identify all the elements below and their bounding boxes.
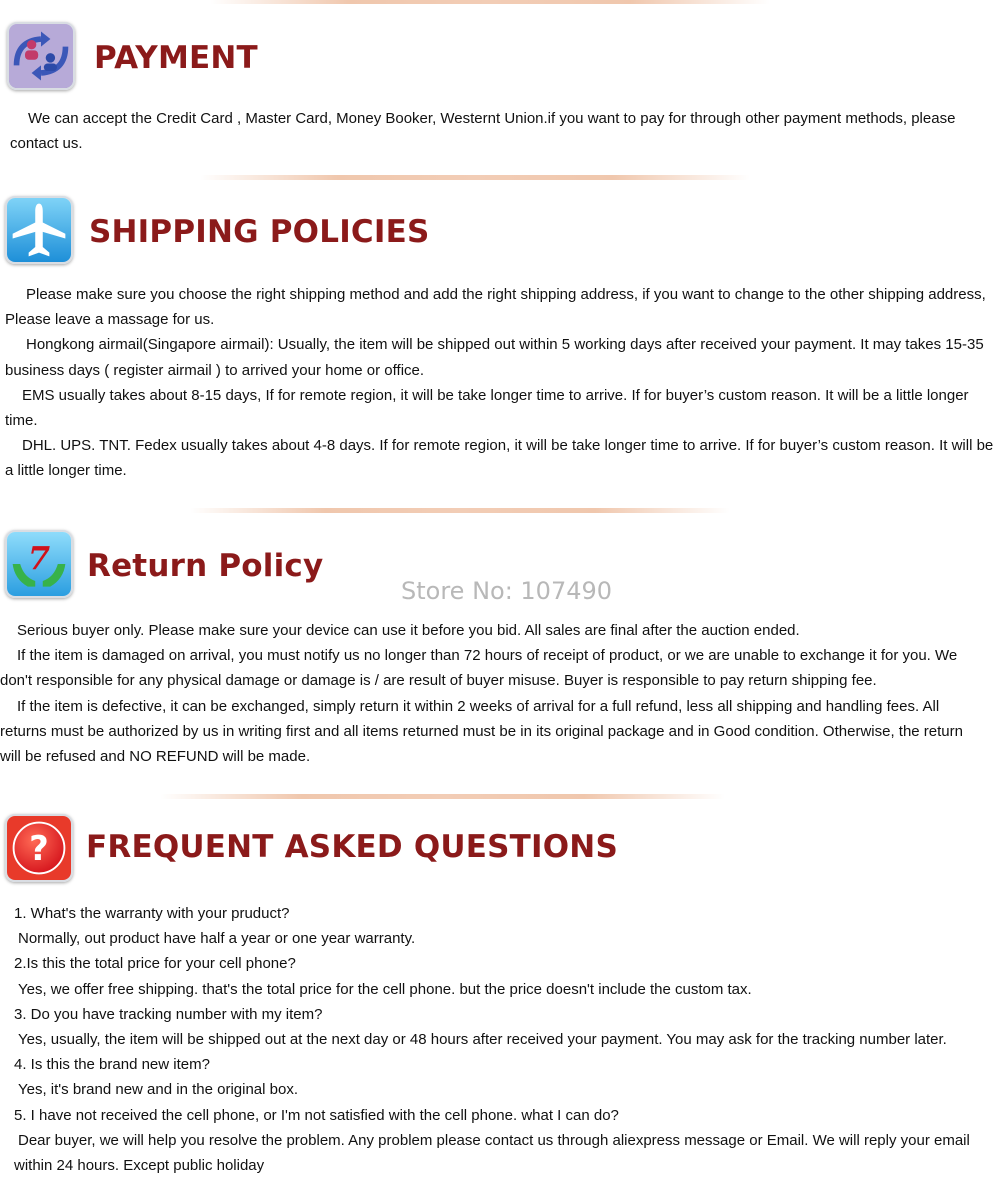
payment-title: PAYMENT — [94, 40, 258, 76]
faq-text — [14, 901, 994, 1178]
section-divider-shipping — [190, 508, 730, 513]
faq-question-2: 2.Is this the total price for your cell phone? — [14, 955, 296, 973]
return-paragraph-3: If the item is defective, it can be exchanged, simply return it within 2 weeks of arrival for a full refund, less all shipping and handling fees. All returns must be authorized by us in writing first and all items returned must be in its original package and in Good condition. Otherwise, the return will be refused and NO REFUND will be made. — [0, 697, 963, 766]
faq-question-3: 3. Do you have tracking number with my item? — [14, 1005, 323, 1023]
faq-answer-5: Dear buyer, we will help you resolve the problem. Any problem please contact us through aliexpress message or Email. We will reply your email within 24 hours. Except public holiday — [14, 1131, 970, 1175]
section-divider-return — [160, 794, 725, 799]
faq-title: FREQUENT ASKED QUESTIONS — [86, 829, 618, 865]
airplane-icon — [5, 196, 73, 264]
section-divider-payment — [200, 175, 750, 180]
return-text — [0, 618, 982, 769]
svg-text:?: ? — [29, 829, 49, 869]
faq-answer-2: Yes, we offer free shipping. that's the total price for the cell phone. but the price doesn't include the custom tax. — [18, 980, 752, 998]
shipping-title: SHIPPING POLICIES — [89, 214, 430, 250]
question-mark-icon — [5, 814, 73, 882]
faq-answer-3: Yes, usually, the item will be shipped out at the next day or 48 hours after received your payment. You may ask for the tracking number later. — [18, 1031, 947, 1049]
shipping-text — [5, 282, 999, 484]
store-number-watermark: Store No: 107490 — [401, 577, 613, 605]
faq-question-4: 4. Is this the brand new item? — [14, 1056, 210, 1074]
return-paragraph-1: Serious buyer only. Please make sure your device can use it before you bid. All sales are final after the auction ended. — [17, 622, 800, 639]
shipping-paragraph-4: DHL. UPS. TNT. Fedex usually takes about 4-8 days. If for remote region, it will be take longer time to arrive. If for buyer’s custom reason. It will be a little longer time. — [5, 437, 994, 480]
faq-answer-4: Yes, it's brand new and in the original box. — [18, 1081, 298, 1099]
payment-paragraph: We can accept the Credit Card , Master Card, Money Booker, Westernt Union.if you want to pay for through other payment methods, please contact us. — [10, 110, 956, 153]
shipping-paragraph-1: Please make sure you choose the right shipping method and add the right shipping address, if you want to change to the other shipping address, Please leave a massage for us. — [5, 286, 986, 329]
faq-question-1: 1. What's the warranty with your pruduct? — [14, 905, 290, 922]
section-divider-top — [210, 0, 770, 4]
payment-text — [10, 106, 985, 156]
seven-days-return-icon — [5, 530, 73, 598]
payment-cycle-icon — [7, 22, 75, 90]
return-title: Return Policy — [87, 548, 324, 584]
faq-question-5: 5. I have not received the cell phone, or I'm not satisfied with the cell phone. what I can do? — [14, 1106, 619, 1124]
shipping-paragraph-3: EMS usually takes about 8-15 days, If for remote region, it will be take longer time to arrive. If for buyer’s custom reason. It will be a little longer time. — [5, 386, 969, 430]
return-paragraph-2: If the item is damaged on arrival, you must notify us no longer than 72 hours of receipt of product, or we are unable to exchange it for you. We don't responsible for any physical damage or damage is / are result of buyer misuse. Buyer is responsible to pay return shipping fee. — [0, 647, 958, 690]
svg-text:7: 7 — [27, 539, 51, 578]
faq-answer-1: Normally, out product have half a year or one year warranty. — [18, 930, 416, 948]
shipping-paragraph-2: Hongkong airmail(Singapore airmail): Usually, the item will be shipped out within 5 working days after received your payment. It may takes 15-35 business days ( register airmail ) to arrived your home or office. — [5, 336, 984, 379]
